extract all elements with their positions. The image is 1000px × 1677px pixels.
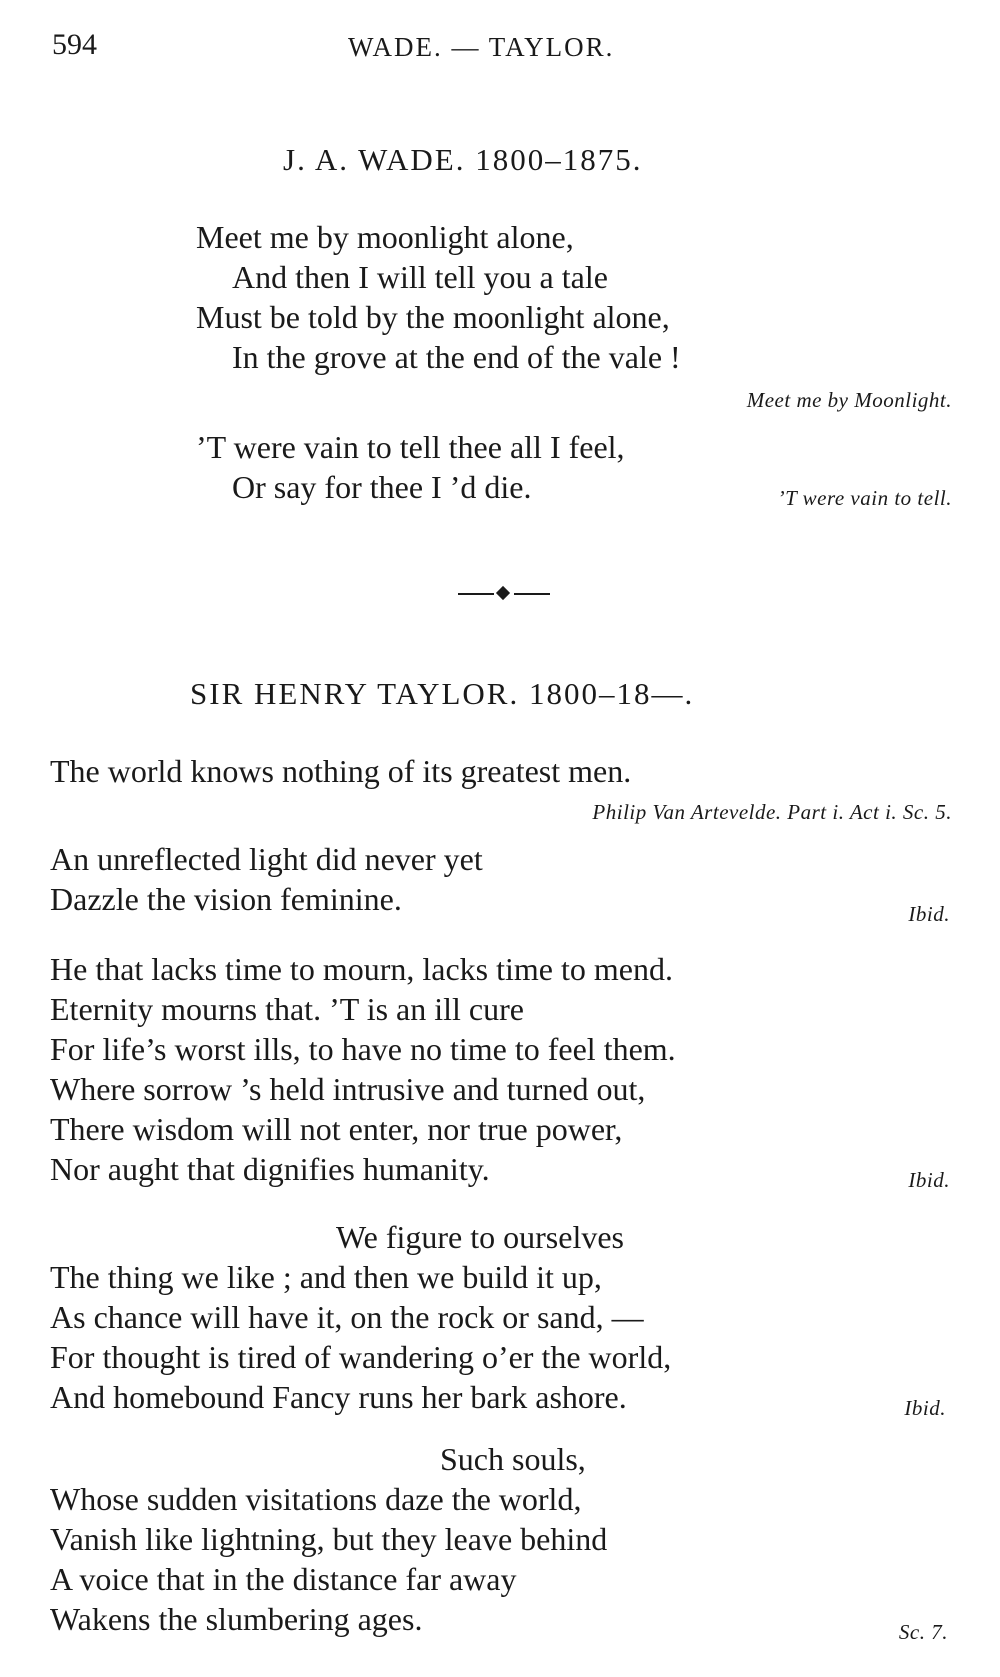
verse-line: A voice that in the distance far away (50, 1561, 517, 1597)
verse-line: For life’s worst ills, to have no time to feel them. (50, 1031, 676, 1067)
verse-line: For thought is tired of wandering o’er the world, (50, 1339, 672, 1375)
verse-line: The world knows nothing of its greatest men. (50, 753, 632, 789)
section-heading-wade: J. A. WADE. 1800–1875. (283, 142, 643, 177)
verse-line: An unreflected light did never yet (50, 841, 483, 877)
verse-line: As chance will have it, on the rock or sand, — (50, 1299, 644, 1335)
verse-line: He that lacks time to mourn, lacks time to mend. (50, 951, 673, 987)
verse-line: Dazzle the vision feminine. (50, 881, 402, 917)
verse-line: In the grove at the end of the vale ! (232, 339, 681, 375)
verse-line: Must be told by the moonlight alone, (196, 299, 670, 335)
section-heading-taylor: SIR HENRY TAYLOR. 1800–18—. (190, 676, 695, 711)
verse-line: Wakens the slumbering ages. (50, 1601, 423, 1637)
citation: Ibid. (908, 1168, 950, 1192)
verse-line: Nor aught that dignifies humanity. (50, 1151, 490, 1187)
verse-line: And then I will tell you a tale (232, 259, 608, 295)
verse-line: Such souls, (440, 1441, 586, 1477)
verse-line: We figure to ourselves (336, 1219, 624, 1255)
verse-line: Eternity mourns that. ’T is an ill cure (50, 991, 524, 1027)
citation: Ibid. (904, 1396, 946, 1420)
verse-line: There wisdom will not enter, nor true power, (50, 1111, 623, 1147)
citation: ’T were vain to tell. (777, 486, 952, 510)
verse-line: And homebound Fancy runs her bark ashore. (50, 1379, 627, 1415)
citation: Ibid. (908, 902, 950, 926)
verse-line: ’T were vain to tell thee all I feel, (196, 429, 625, 465)
verse-line: Whose sudden visitations daze the world, (50, 1481, 582, 1517)
verse-line: Where sorrow ’s held intrusive and turned out, (50, 1071, 646, 1107)
citation: Philip Van Artevelde. Part i. Act i. Sc. 5. (592, 800, 952, 824)
verse-line: Vanish like lightning, but they leave behind (50, 1521, 608, 1557)
running-head: WADE. — TAYLOR. (348, 32, 615, 62)
verse-line: The thing we like ; and then we build it up, (50, 1259, 602, 1295)
section-divider-ornament (458, 587, 550, 601)
verse-line: Or say for thee I ’d die. (232, 469, 532, 505)
citation: Sc. 7. (898, 1620, 948, 1644)
verse-line: Meet me by moonlight alone, (196, 219, 574, 255)
page-number: 594 (52, 28, 97, 61)
citation: Meet me by Moonlight. (746, 388, 952, 412)
